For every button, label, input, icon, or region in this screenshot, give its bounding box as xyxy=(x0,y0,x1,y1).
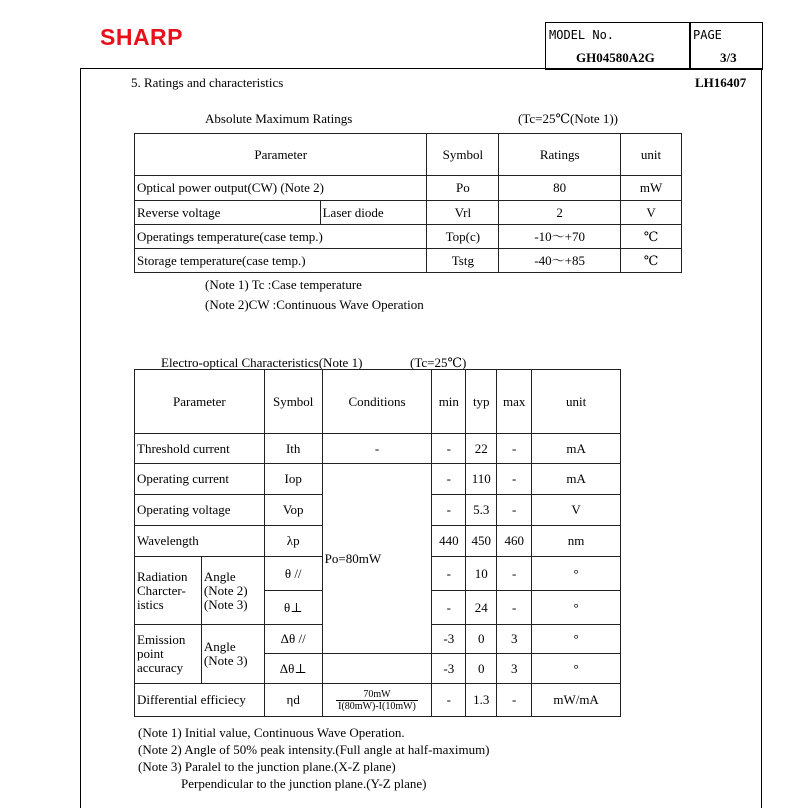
eoc-max: - xyxy=(497,557,532,591)
amr-rating: 2 xyxy=(499,201,621,225)
eoc-symbol: Vop xyxy=(264,495,322,526)
diff-eff-denominator: I(80mW)-I(10mW) xyxy=(338,700,416,712)
eoc-param: Differential efficiecy xyxy=(135,684,265,717)
table-row xyxy=(135,464,621,495)
eoc-unit: V xyxy=(532,495,621,526)
amr-unit: V xyxy=(621,201,682,225)
eoc-min: - xyxy=(432,557,466,591)
amr-param: Storage temperature(case temp.) xyxy=(135,249,427,273)
amr-note-1: (Note 1) Tc :Case temperature xyxy=(205,277,362,292)
eoc-min: -3 xyxy=(432,625,466,654)
table-row xyxy=(135,225,682,249)
eoc-symbol: θ⊥ xyxy=(264,591,322,625)
radiation-line-2: Charcter- xyxy=(137,582,186,598)
eoc-symbol: Iop xyxy=(264,464,322,495)
eoc-note-1: (Note 1) Initial value, Continuous Wave Operation. xyxy=(138,725,405,740)
frame-left-line xyxy=(80,68,81,808)
eoc-header-min: min xyxy=(432,370,466,434)
eoc-header-max: max xyxy=(497,370,532,434)
eoc-param: Threshold current xyxy=(135,434,265,464)
sharp-logo: SHARP xyxy=(100,24,184,50)
amr-unit: mW xyxy=(621,176,682,201)
amr-symbol: Po xyxy=(427,176,499,201)
eoc-header-symbol: Symbol xyxy=(264,370,322,434)
eoc-min: - xyxy=(432,434,466,464)
table-row xyxy=(135,201,682,225)
amr-symbol: Top(c) xyxy=(427,225,499,249)
emission-line-1: Emission xyxy=(137,632,186,647)
eoc-typ: 5.3 xyxy=(466,495,497,526)
eoc-cond-empty xyxy=(322,654,432,684)
amr-condition: (Tc=25℃(Note 1)) xyxy=(518,111,619,126)
eoc-radiation-sub xyxy=(201,557,264,625)
eoc-min: - xyxy=(432,464,466,495)
eoc-typ: 22 xyxy=(466,434,497,464)
eoc-min: - xyxy=(432,591,466,625)
eoc-symbol: Ith xyxy=(264,434,322,464)
section-title: 5. Ratings and characteristics xyxy=(131,75,284,90)
eoc-cond: - xyxy=(322,434,432,464)
eoc-unit: ° xyxy=(532,557,621,591)
amr-table xyxy=(134,133,682,273)
eoc-max: - xyxy=(497,591,532,625)
amr-unit: ℃ xyxy=(621,225,682,249)
radiation-sub-3: (Note 3) xyxy=(203,596,248,612)
eoc-typ: 0 xyxy=(466,625,497,654)
radiation-sub-2: (Note 2) xyxy=(203,582,248,598)
eoc-max: 3 xyxy=(497,625,532,654)
eoc-max: 3 xyxy=(497,654,532,684)
amr-symbol: Vrl xyxy=(427,201,499,225)
emission-line-3: accuracy xyxy=(137,660,184,675)
page-label: PAGE xyxy=(693,28,722,42)
eoc-emission-sub xyxy=(201,625,264,684)
eoc-symbol: λp xyxy=(264,526,322,557)
eoc-radiation-param xyxy=(135,557,202,625)
eoc-min: - xyxy=(432,495,466,526)
eoc-typ: 24 xyxy=(466,591,497,625)
page-value: 3/3 xyxy=(720,50,737,65)
eoc-param: Wavelength xyxy=(135,526,265,557)
amr-note-2: (Note 2)CW :Continuous Wave Operation xyxy=(205,297,424,312)
doc-code: LH16407 xyxy=(695,75,747,90)
eoc-note-2: (Note 2) Angle of 50% peak intensity.(Full angle at half-maximum) xyxy=(138,742,490,757)
eoc-symbol: Δθ⊥ xyxy=(264,654,322,684)
amr-header-symbol: Symbol xyxy=(427,134,499,176)
model-value: GH04580A2G xyxy=(576,50,655,65)
eoc-header-unit: unit xyxy=(532,370,621,434)
amr-unit: ℃ xyxy=(621,249,682,273)
radiation-line-3: istics xyxy=(137,596,164,612)
amr-rating: 80 xyxy=(499,176,621,201)
amr-rating: -40～+85 xyxy=(499,249,621,273)
diff-eff-numerator: 70mW xyxy=(336,689,418,701)
frame-right-line xyxy=(761,68,762,808)
amr-param: Operatings temperature(case temp.) xyxy=(135,225,427,249)
eoc-header-conditions: Conditions xyxy=(322,370,432,434)
eoc-unit: ° xyxy=(532,591,621,625)
amr-header-unit: unit xyxy=(621,134,682,176)
amr-subparam: Laser diode xyxy=(320,201,427,225)
diff-eff-fraction xyxy=(336,689,418,712)
table-row xyxy=(135,176,682,201)
table-row xyxy=(135,684,621,717)
eoc-typ: 1.3 xyxy=(466,684,497,717)
eoc-note-3: (Note 3) Paralel to the junction plane.(X-Z plane) xyxy=(138,759,396,774)
amr-title: Absolute Maximum Ratings xyxy=(205,111,353,126)
eoc-symbol: Δθ // xyxy=(264,625,322,654)
eoc-typ: 450 xyxy=(466,526,497,557)
eoc-unit: ° xyxy=(532,654,621,684)
eoc-min: -3 xyxy=(432,654,466,684)
radiation-sub-1: Angle xyxy=(203,568,236,584)
eoc-unit: ° xyxy=(532,625,621,654)
eoc-typ: 110 xyxy=(466,464,497,495)
emission-line-2: point xyxy=(137,646,164,661)
emission-sub-1: Angle xyxy=(203,639,236,654)
eoc-unit: nm xyxy=(532,526,621,557)
amr-rating: -10～+70 xyxy=(499,225,621,249)
eoc-max: - xyxy=(497,684,532,717)
eoc-symbol: θ // xyxy=(264,557,322,591)
eoc-max: - xyxy=(497,434,532,464)
amr-param: Reverse voltage xyxy=(135,201,321,225)
emission-sub-2: (Note 3) xyxy=(203,653,248,668)
eoc-param: Operating voltage xyxy=(135,495,265,526)
eoc-header-parameter: Parameter xyxy=(135,370,265,434)
eoc-title: Electro-optical Characteristics(Note 1) xyxy=(161,355,363,370)
amr-header-ratings: Ratings xyxy=(499,134,621,176)
table-row xyxy=(135,434,621,464)
eoc-table xyxy=(134,369,621,717)
eoc-diff-condition xyxy=(322,684,432,717)
eoc-max: - xyxy=(497,464,532,495)
eoc-emission-param xyxy=(135,625,202,684)
table-row xyxy=(135,249,682,273)
eoc-typ: 0 xyxy=(466,654,497,684)
amr-header-parameter: Parameter xyxy=(135,134,427,176)
eoc-param: Operating current xyxy=(135,464,265,495)
eoc-min: 440 xyxy=(432,526,466,557)
radiation-line-1: Radiation xyxy=(137,568,188,584)
eoc-note-4: Perpendicular to the junction plane.(Y-Z plane) xyxy=(181,776,427,791)
amr-param: Optical power output(CW) (Note 2) xyxy=(135,176,427,201)
eoc-typ: 10 xyxy=(466,557,497,591)
eoc-header-typ: typ xyxy=(466,370,497,434)
eoc-po-condition: Po=80mW xyxy=(322,464,432,654)
amr-symbol: Tstg xyxy=(427,249,499,273)
eoc-unit: mA xyxy=(532,434,621,464)
frame-top-line xyxy=(80,68,761,69)
model-label: MODEL No. xyxy=(549,28,615,42)
eoc-max: - xyxy=(497,495,532,526)
eoc-unit: mW/mA xyxy=(532,684,621,717)
eoc-unit: mA xyxy=(532,464,621,495)
eoc-min: - xyxy=(432,684,466,717)
eoc-condition: (Tc=25℃) xyxy=(410,355,467,370)
eoc-symbol: ηd xyxy=(264,684,322,717)
eoc-max: 460 xyxy=(497,526,532,557)
